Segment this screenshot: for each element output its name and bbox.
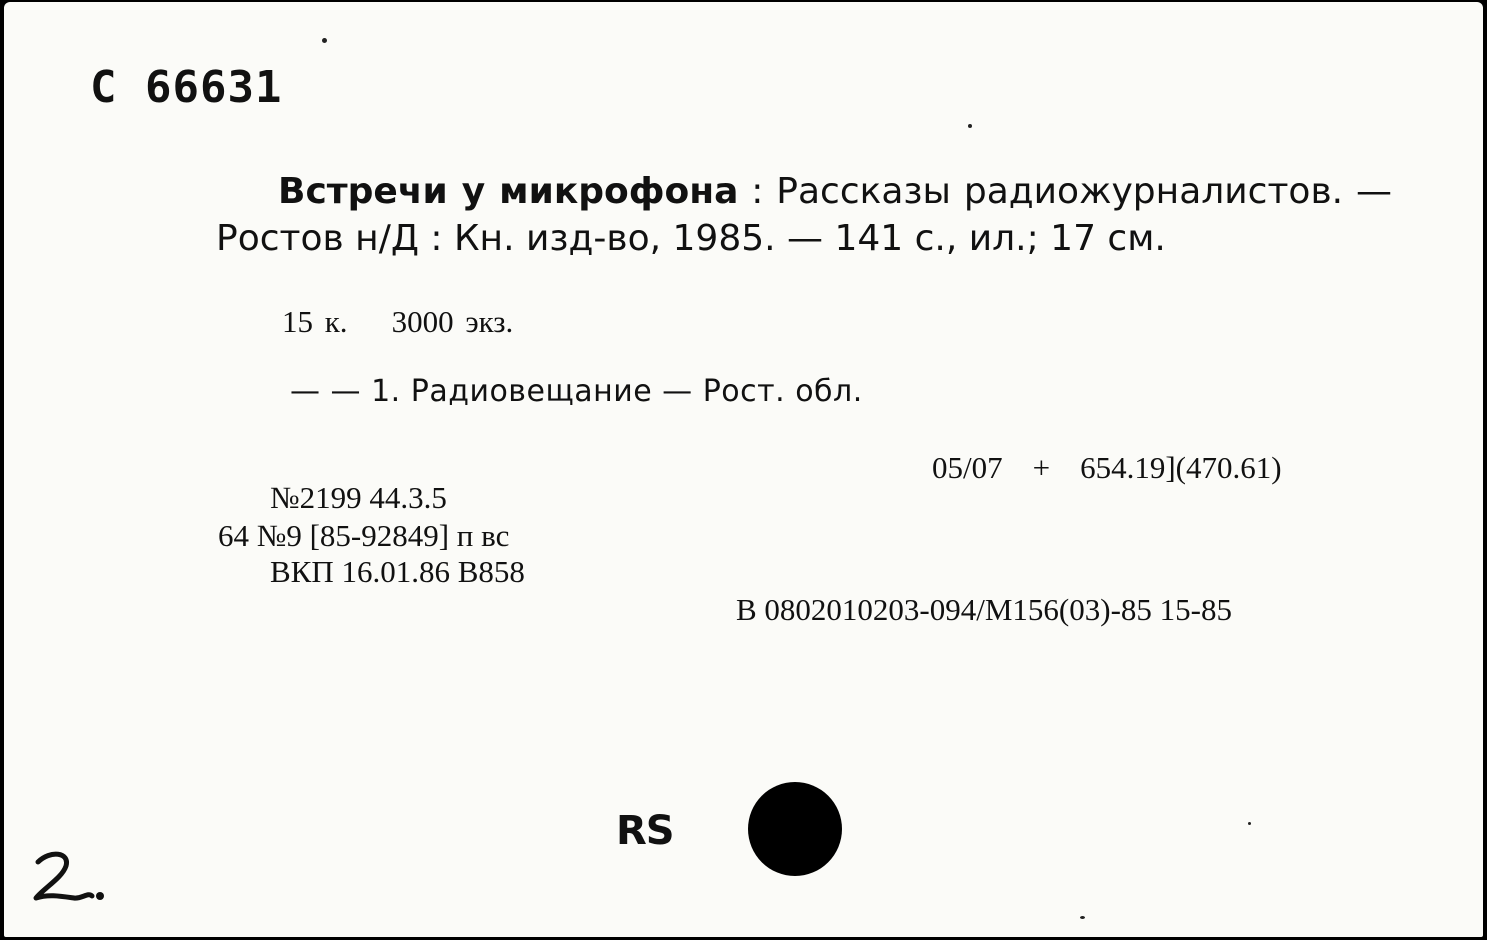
entry-body: : Рассказы радиожурналистов. — Ростов н/Д : Кн. изд-во, 1985. — 141 с., ил.; 17 см. — [216, 171, 1392, 259]
speck — [968, 124, 972, 128]
speck — [322, 38, 327, 43]
subject-heading: — — 1. Радиовещание — Рост. обл. — [290, 374, 863, 409]
handwritten-number-icon — [30, 848, 110, 908]
print-run: 3000 экз. — [391, 304, 514, 339]
stamp-rs: RS — [616, 808, 674, 854]
price: 15 к. — [282, 304, 348, 339]
black-dot-mark — [748, 782, 842, 876]
call-number: С 66631 — [90, 62, 283, 113]
speck — [1080, 916, 1085, 919]
handwritten-note — [30, 848, 110, 913]
entry-title: Встречи у микрофона — [278, 171, 739, 212]
speck — [1248, 822, 1251, 825]
registration-line-3: ВКП 16.01.86 В858 — [270, 554, 525, 589]
bibliographic-entry — [216, 168, 1392, 262]
udc-index: 654.19](470.61) — [1080, 450, 1282, 485]
catalog-card — [4, 2, 1483, 937]
price-line — [282, 304, 513, 340]
classification — [932, 450, 1282, 486]
classification-code: 05/07 — [932, 450, 1003, 485]
registration-line-2: 64 №9 [85-92849] п вс — [218, 518, 510, 553]
classification-plus: + — [1032, 450, 1051, 485]
isbn-line: В 0802010203-094/М156(03)-85 15-85 — [736, 592, 1232, 627]
registration-line-1: №2199 44.3.5 — [270, 480, 447, 515]
